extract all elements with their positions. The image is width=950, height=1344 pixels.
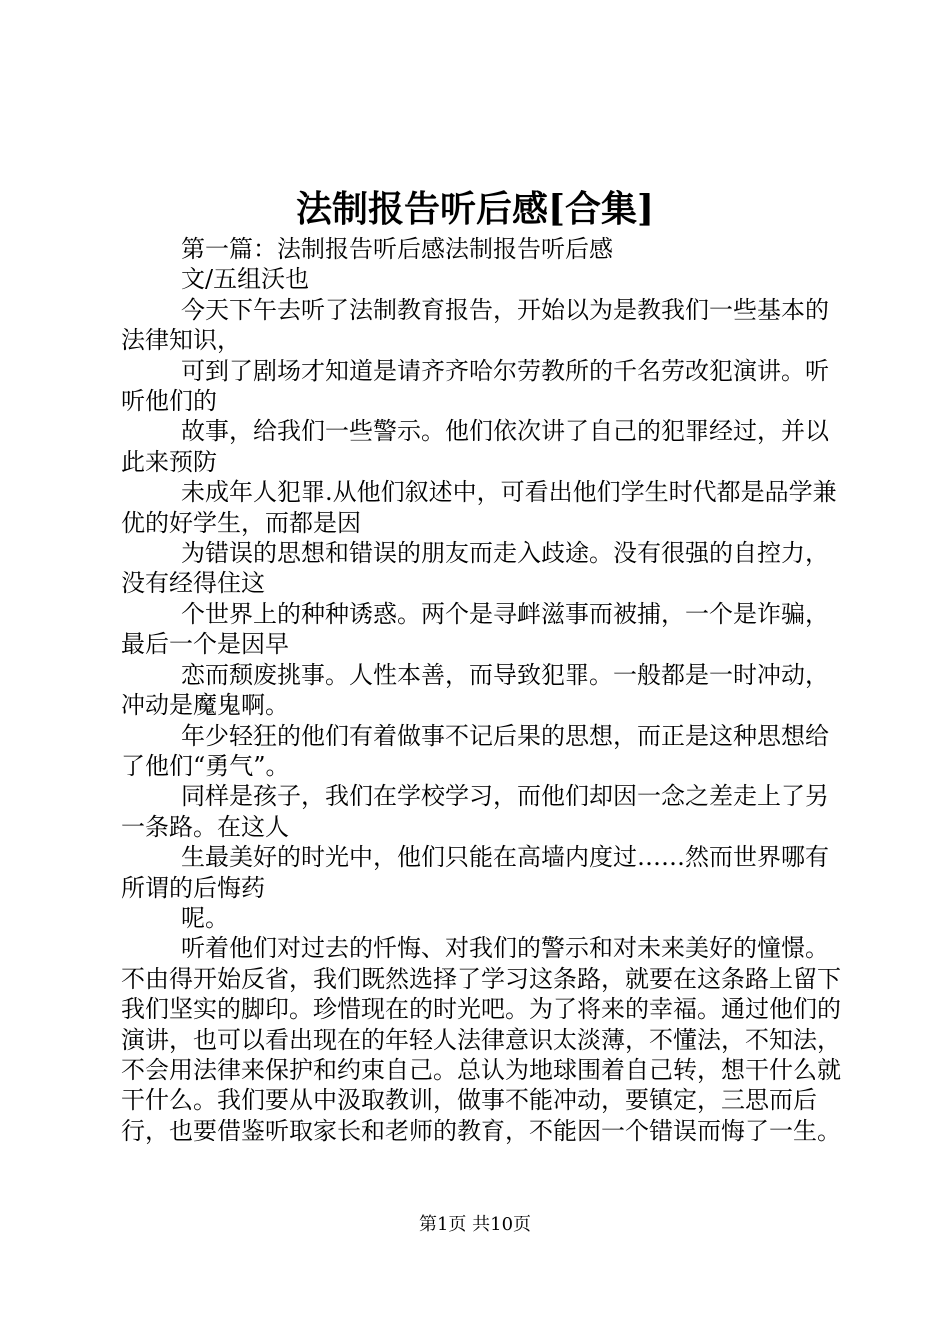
paragraph-author: 文/五组沃也 [181,265,310,294]
document-title: 法制报告听后感[合集] [295,188,655,230]
page-indicator: 第1页 共10页 [418,1214,532,1235]
paragraph: 听着他们对过去的忏悔、对我们的警示和对未来美好的憧憬。不由得开始反省，我们既然选择了学习这条路，就要在这条路上留下我们坚实的脚印。珍惜现在的时光吧。为了将来的幸福。通过他们的演讲，也可以看出现在的年轻人法律意识太淡薄，不懂法，不知法，不会用法律来保护和约束自己。总认为地球围着自己转，想干什么就干什么。我们要从中汲取教训，做事不能冲动，要镇定，三思而后行，也要借鉴听取家长和老师的教育，不能因一个错误而悔了一生。 [121,934,841,1145]
paragraph: 故事，给我们一些警示。他们依次讲了自己的犯罪经过，并以此来预防 [121,417,829,476]
paragraph: 今天下午去听了法制教育报告，开始以为是教我们一些基本的法律知识， [121,295,829,355]
paragraph: 年少轻狂的他们有着做事不记后果的思想，而正是这种思想给了他们“勇气”。 [121,721,829,780]
paragraph-heading: 第一篇：法制报告听后感法制报告听后感 [181,235,613,263]
paragraph: 为错误的思想和错误的朋友而走入歧途。没有很强的自控力，没有经得住这 [121,539,829,598]
paragraph: 恋而颓废挑事。人性本善，而导致犯罪。一般都是一时冲动，冲动是魔鬼啊。 [121,660,829,720]
paragraph: 未成年人犯罪.从他们叙述中，可看出他们学生时代都是品学兼优的好学生，而都是因 [121,478,837,537]
paragraph: 呢。 [181,903,229,932]
paragraph: 可到了剧场才知道是请齐齐哈尔劳教所的千名劳改犯演讲。听听他们的 [121,356,829,416]
paragraph: 个世界上的种种诱惑。两个是寻衅滋事而被捕，一个是诈骗，最后一个是因早 [121,599,829,659]
document-body [121,234,841,1146]
paragraph: 同样是孩子，我们在学校学习，而他们却因一念之差走上了另一条路。在这人 [121,782,829,841]
paragraph: 生最美好的时光中，他们只能在高墙内度过……然而世界哪有所谓的后悔药 [121,843,829,902]
